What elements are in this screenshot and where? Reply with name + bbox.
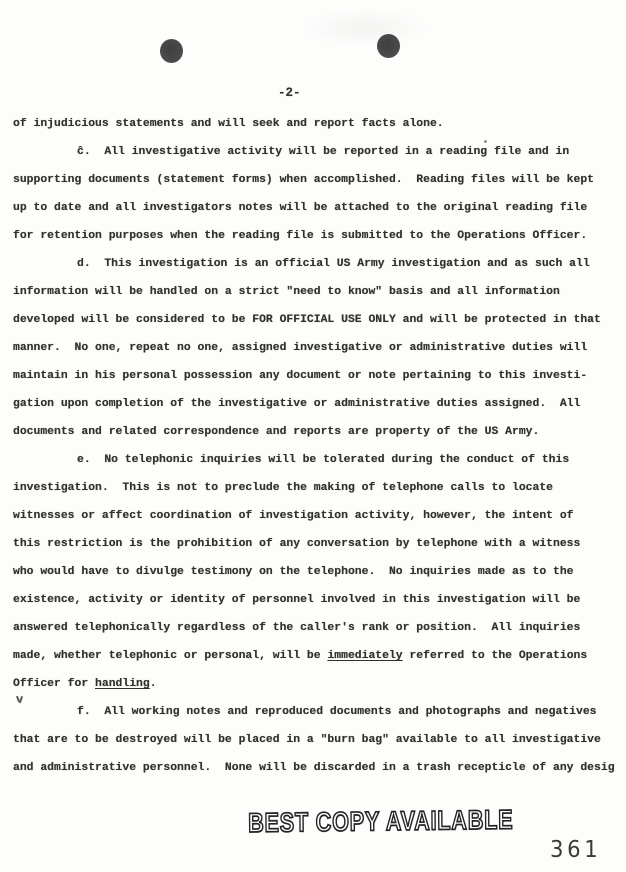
text-line [13,334,621,362]
page-number-top: -2- [278,86,301,100]
underlined-text: immediately [327,650,403,662]
text-line [13,222,621,250]
text-segment: who would have to divulge testimony on the telephone. No inquiries made as to the [13,566,574,578]
text-segment: ĉ. All investigative activity will be reported in a reading file and in [77,146,570,158]
text-line [13,474,621,502]
text-line [13,110,621,138]
best-copy-available-stamp: BEST COPY AVAILABLE [248,804,514,838]
text-segment: of injudicious statements and will seek and report facts alone. [13,118,444,130]
text-line [13,670,621,698]
text-line [13,194,621,222]
text-line [13,558,621,586]
text-segment: that are to be destroyed will be placed in a "burn bag" available to all investigative [13,734,601,746]
text-segment: maintain in his personal possession any document or note pertaining to this investi- [13,370,588,382]
text-segment: Officer for [13,678,96,690]
text-segment: supporting documents (statement forms) when accomplished. Reading files will be kept [13,174,595,186]
text-segment: and administrative personnel. None will be discarded in a trash recepticle of any desig [13,762,615,774]
text-line [13,362,621,390]
text-segment: f. All working notes and reproduced documents and photographs and negatives [77,706,597,718]
text-line [13,502,621,530]
text-segment: documents and related correspondence and reports are property of the US Army. [13,426,540,438]
text-segment: referred to the Operations [402,650,588,662]
text-line [13,726,621,754]
hole-punch-right [377,34,400,58]
text-segment: answered telephonically regardless of the caller's rank or position. All inquiries [13,622,581,634]
page-number-bottom: 361 [550,837,602,863]
text-segment: manner. No one, repeat no one, assigned investigative or administrative duties will [13,342,588,354]
text-segment: information will be handled on a strict "need to know" basis and all information [13,286,560,298]
text-line [13,642,621,670]
text-segment: up to date and all investigators notes will be attached to the original reading file [13,202,588,214]
text-segment: developed will be considered to be FOR OFFICIAL USE ONLY and will be protected in that [13,314,601,326]
text-line [13,586,621,614]
text-segment: gation upon completion of the investigative or administrative duties assigned. All [13,398,581,410]
text-line [13,418,621,446]
text-block [13,110,621,782]
scan-smudge [300,8,430,48]
text-segment: d. This investigation is an official US Army investigation and as such all [77,258,590,270]
text-line [13,530,621,558]
text-segment: existence, activity or identity of personnel involved in this investigation will be [13,594,581,606]
text-segment: witnesses or affect coordination of investigation activity, however, the intent of [13,510,574,522]
text-segment: made, whether telephonic or personal, will be [13,650,328,662]
text-line [13,166,621,194]
text-segment: e. No telephonic inquiries will be tolerated during the conduct of this [77,454,570,466]
text-segment: this restriction is the prohibition of any conversation by telephone with a witness [13,538,581,550]
text-line [13,614,621,642]
underlined-text: handling [95,678,150,690]
text-line [13,390,621,418]
text-line [13,250,621,278]
text-line [13,278,621,306]
hole-punch-left [160,39,183,63]
text-segment: for retention purposes when the reading file is submitted to the Operations Officer. [13,230,588,242]
stray-pencil-mark [16,696,22,703]
text-segment: . [149,678,157,690]
text-line [13,306,621,334]
text-line [13,698,621,726]
text-line [13,446,621,474]
text-line [13,754,621,782]
text-line [13,138,621,166]
text-segment: investigation. This is not to preclude the making of telephone calls to locate [13,482,554,494]
